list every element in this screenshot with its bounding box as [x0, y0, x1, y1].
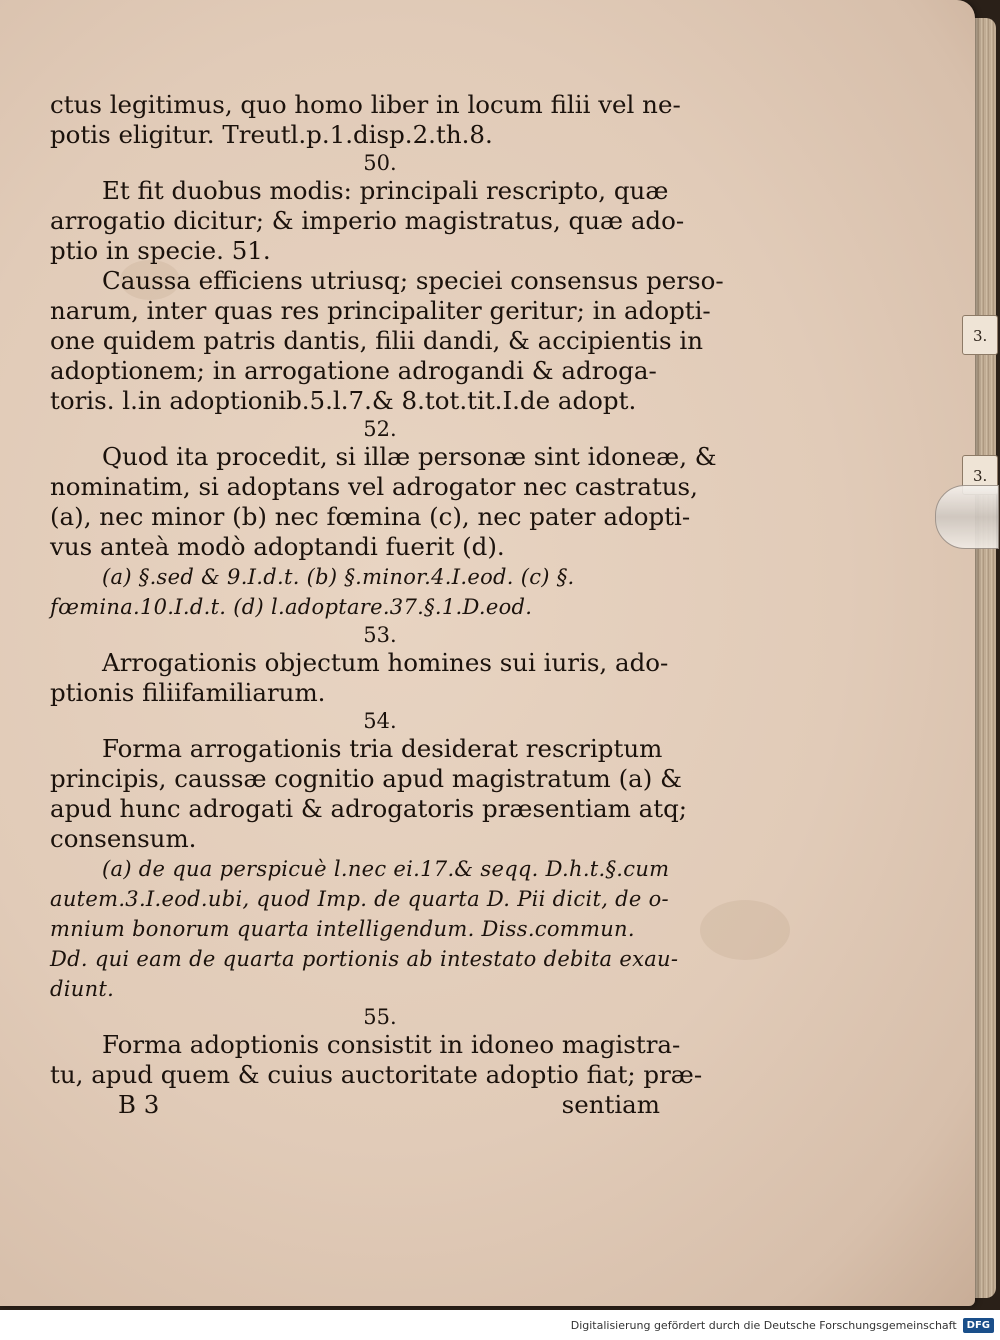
page-tab: 3. [962, 455, 998, 495]
page-tab: 3. [962, 315, 998, 355]
section-number: 52. [363, 417, 397, 441]
signature-mark: B 3 [118, 1090, 160, 1119]
section-number: 54. [363, 709, 397, 733]
page-text [50, 90, 724, 1120]
catchword: sentiam [561, 1090, 660, 1119]
footnote-line: fœmina.10.I.d.t. (d) l.adoptare.37.§.1.D.eod. [50, 595, 533, 619]
text-line: adoptionem; in arrogatione adrogandi & adroga- [50, 356, 657, 385]
text-line: one quidem patris dantis, filii dandi, & accipientis in [50, 326, 703, 355]
signature-line [50, 1090, 690, 1120]
section-number: 53. [363, 623, 397, 647]
clip [935, 485, 999, 549]
text-line: tu, apud quem & cuius auctoritate adoptio fiat; præ- [50, 1060, 703, 1089]
text-line: vus anteà modò adoptandi fuerit (d). [50, 532, 505, 561]
text-line: nominatim, si adoptans vel adrogator nec castratus, [50, 472, 698, 501]
text-line: Forma arrogationis tria desiderat rescriptum [102, 734, 663, 763]
footer [0, 1310, 1000, 1340]
text-line: Et fit duobus modis: principali rescripto, quæ [102, 176, 669, 205]
text-line: narum, inter quas res principaliter geritur; in adopti- [50, 296, 711, 325]
footnote-line: diunt. [50, 977, 115, 1001]
text-line: arrogatio dicitur; & imperio magistratus, quæ ado- [50, 206, 685, 235]
footnote-line: autem.3.I.eod.ubi, quod Imp. de quarta D. Pii dicit, de o- [50, 887, 669, 911]
text-line: ctus legitimus, quo homo liber in locum filii vel ne- [50, 90, 681, 119]
paper-stain [700, 900, 790, 960]
footnote-line: mnium bonorum quarta intelligendum. Diss.commun. [50, 917, 635, 941]
text-line: (a), nec minor (b) nec fœmina (c), nec pater adopti- [50, 502, 691, 531]
footnote-line: Dd. qui eam de quarta portionis ab intestato debita exau- [50, 947, 679, 971]
footer-text: Digitalisierung gefördert durch die Deutsche Forschungsgemeinschaft [570, 1318, 957, 1332]
text-line: ptio in specie. 51. [50, 236, 271, 265]
text-line: principis, caussæ cognitio apud magistratum (a) & [50, 764, 682, 793]
text-line: Forma adoptionis consistit in idoneo magistra- [102, 1030, 681, 1059]
text-line: Quod ita procedit, si illæ personæ sint idoneæ, & [102, 442, 717, 471]
text-line: toris. l.in adoptionib.5.l.7.& 8.tot.tit.I.de adopt. [50, 386, 637, 415]
dfg-logo: DFG [963, 1318, 994, 1333]
section-number: 50. [363, 151, 397, 175]
text-line: ptionis filiifamiliarum. [50, 678, 326, 707]
text-line: apud hunc adrogati & adrogatoris præsentiam atq; [50, 794, 688, 823]
text-line: Arrogationis objectum homines sui iuris, ado- [102, 648, 669, 677]
text-line: consensum. [50, 824, 197, 853]
footnote-line: (a) §.sed & 9.I.d.t. (b) §.minor.4.I.eod. (c) §. [102, 565, 575, 589]
section-number: 55. [363, 1005, 397, 1029]
footnote-line: (a) de qua perspicuè l.nec ei.17.& seqq. D.h.t.§.cum [102, 857, 670, 881]
text-line: Caussa efficiens utriusq; speciei consensus perso- [102, 266, 724, 295]
text-line: potis eligitur. Treutl.p.1.disp.2.th.8. [50, 120, 493, 149]
